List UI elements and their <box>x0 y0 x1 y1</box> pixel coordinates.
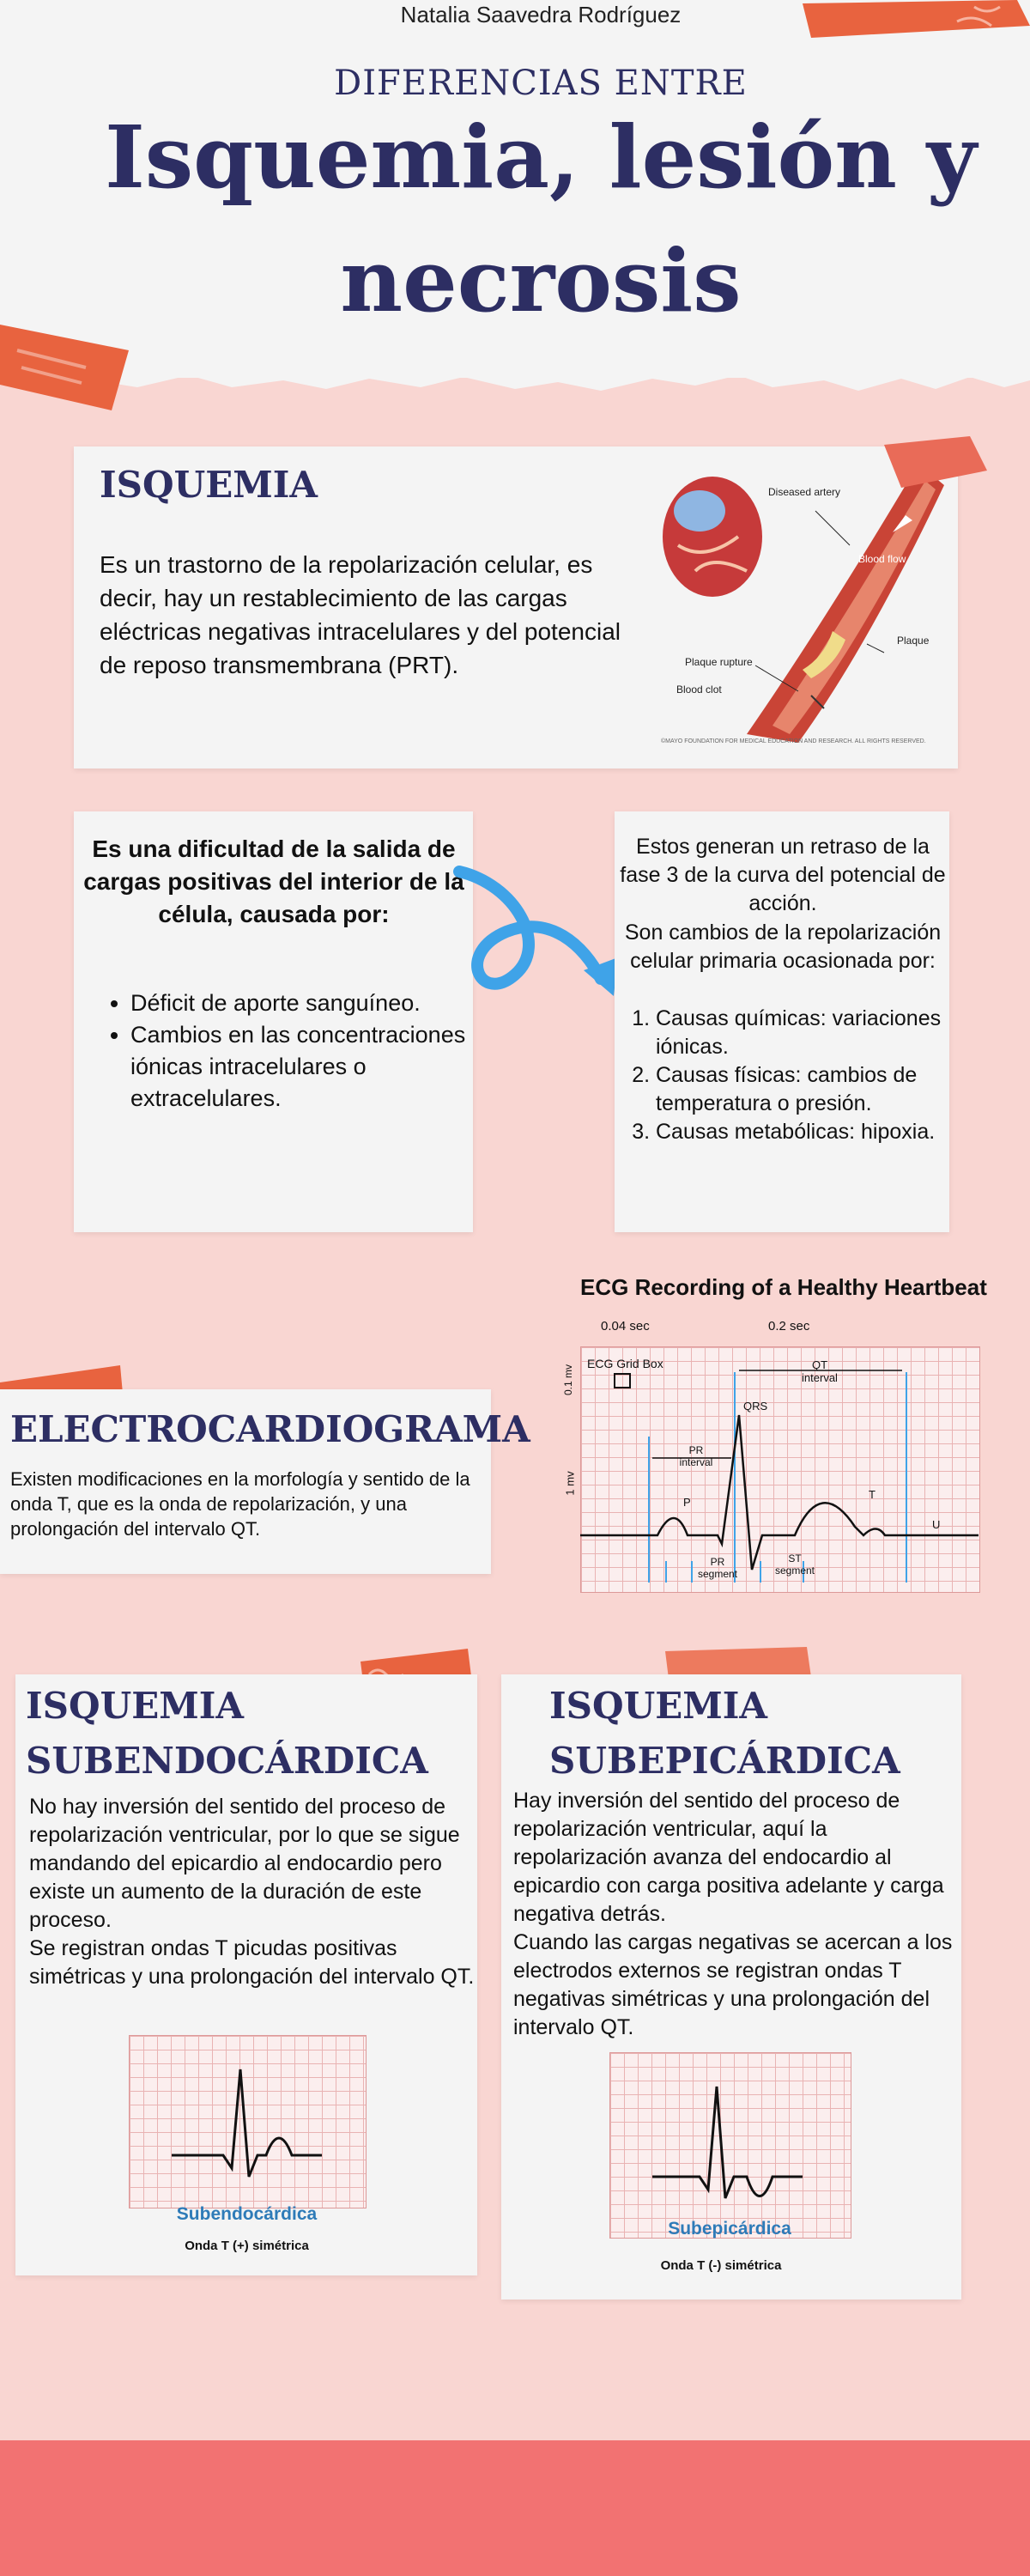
torn-edge-header <box>0 365 1030 399</box>
subendo-heading2: SUBENDOCÁRDICA <box>26 1740 428 1782</box>
ecg-label-t: T <box>869 1488 876 1501</box>
subendo-fig-caption: Onda T (+) simétrica <box>185 2239 309 2253</box>
retraso-intro2: Son cambios de la repolarización celular primaria ocasionada por: <box>624 920 942 973</box>
list-item: 1. Causas químicas: variaciones iónicas. <box>656 1005 984 1061</box>
ecg-label-grid-box: ECG Grid Box <box>587 1357 663 1370</box>
isquemia-heading: ISQUEMIA <box>100 464 318 506</box>
list-item: • Déficit de aporte sanguíneo. <box>130 987 500 1019</box>
subepi-ecg-trace <box>609 2052 850 2237</box>
subepi-p2: Cuando las cargas negativas se acercan a los electrodos externos se registran ondas T negativas simétricas y una prolongación del intervalo QT. <box>513 1930 953 2039</box>
ecg-label-004: 0.04 sec <box>601 1319 650 1334</box>
subepi-heading2: SUBEPICÁRDICA <box>549 1740 900 1782</box>
ecg-label-02: 0.2 sec <box>768 1319 810 1334</box>
ecg-label-st-seg: ST segment <box>774 1552 815 1577</box>
subepi-heading1: ISQUEMIA <box>549 1685 767 1727</box>
label-plaque: Plaque <box>897 635 930 647</box>
tape-decoration-isquemia <box>884 436 987 488</box>
ecg-label-pr-seg: PR segment <box>697 1556 738 1580</box>
subendo-ecg-trace <box>129 2035 365 2207</box>
subepi-fig-caption: Onda T (-) simétrica <box>660 2258 782 2273</box>
label-plaque-rupture: Plaque rupture <box>685 656 753 668</box>
artery-illustration <box>652 451 948 747</box>
retraso-list <box>615 1005 984 1146</box>
electro-text: Existen modificaciones en la morfología y sentido de la onda T, que es la onda de repolarización, y una prolongación del intervalo QT. <box>10 1468 470 1540</box>
ecg-label-mv1: 0.1 mv <box>562 1364 575 1396</box>
isquemia-text: Es un trastorno de la repolarización celular, es decir, hay un restablecimiento de las cargas eléctricas negativas intracelulares y del potencial de reposo transmembrana (PRT). <box>100 551 621 678</box>
footer-band <box>0 2440 1030 2576</box>
ecg-label-pr-int: PR interval <box>679 1444 713 1468</box>
ecg-label-qrs: QRS <box>743 1400 768 1413</box>
figure-credit: ©MAYO FOUNDATION FOR MEDICAL EDUCATION AND RESEARCH. ALL RIGHTS RESERVED. <box>661 738 926 744</box>
list-item: 3. Causas metabólicas: hipoxia. <box>656 1118 984 1146</box>
label-blood-clot: Blood clot <box>676 683 722 696</box>
curved-arrow-icon <box>446 859 627 1005</box>
subendo-p1: No hay inversión del sentido del proceso de repolarización ventricular, por lo que se sigue mandando del epicardio al endocardio pero existe un aumento de la duración de este proceso. <box>29 1795 460 1932</box>
subepi-fig-label: Subepicárdica <box>668 2219 791 2239</box>
retraso-intro: Estos generan un retraso de la fase 3 de la curva del potencial de acción. <box>620 835 946 915</box>
electro-heading: ELECTROCARDIOGRAMA <box>10 1408 530 1450</box>
header-subtitle: DIFERENCIAS ENTRE <box>334 64 748 103</box>
label-diseased: Diseased artery <box>768 486 841 498</box>
subendo-fig-label: Subendocárdica <box>176 2204 318 2224</box>
list-item: • Cambios en las concentraciones iónicas intracelulares o extracelulares. <box>130 1019 500 1115</box>
subendo-heading1: ISQUEMIA <box>26 1685 244 1727</box>
ecg-label-mv2: 1 mv <box>563 1471 577 1496</box>
subepi-p1: Hay inversión del sentido del proceso de repolarización ventricular, aquí la repolarización avanza del endocardio al epicardio con carga positiva adelante y carga negativa detrás. <box>513 1789 944 1926</box>
ecg-label-qt: QT interval <box>802 1358 838 1384</box>
page-title-line2: necrosis <box>340 230 742 331</box>
ecg-label-u: U <box>932 1518 941 1531</box>
dificultad-list <box>94 987 500 1115</box>
ecg-label-p: P <box>683 1496 691 1509</box>
label-blood-flow: Blood flow <box>858 553 906 565</box>
author-name: Natalia Saavedra Rodríguez <box>400 2 682 27</box>
subendo-p2: Se registran ondas T picudas positivas simétricas y una prolongación del intervalo QT. <box>29 1936 475 1989</box>
list-item: 2. Causas físicas: cambios de temperatura o presión. <box>656 1061 984 1118</box>
ecg-title: ECG Recording of a Healthy Heartbeat <box>580 1274 987 1300</box>
dificultad-heading: Es una dificultad de la salida de cargas positivas del interior de la célula, causada por: <box>83 835 464 927</box>
page-title-line1: Isquemia, lesión y <box>105 106 977 208</box>
